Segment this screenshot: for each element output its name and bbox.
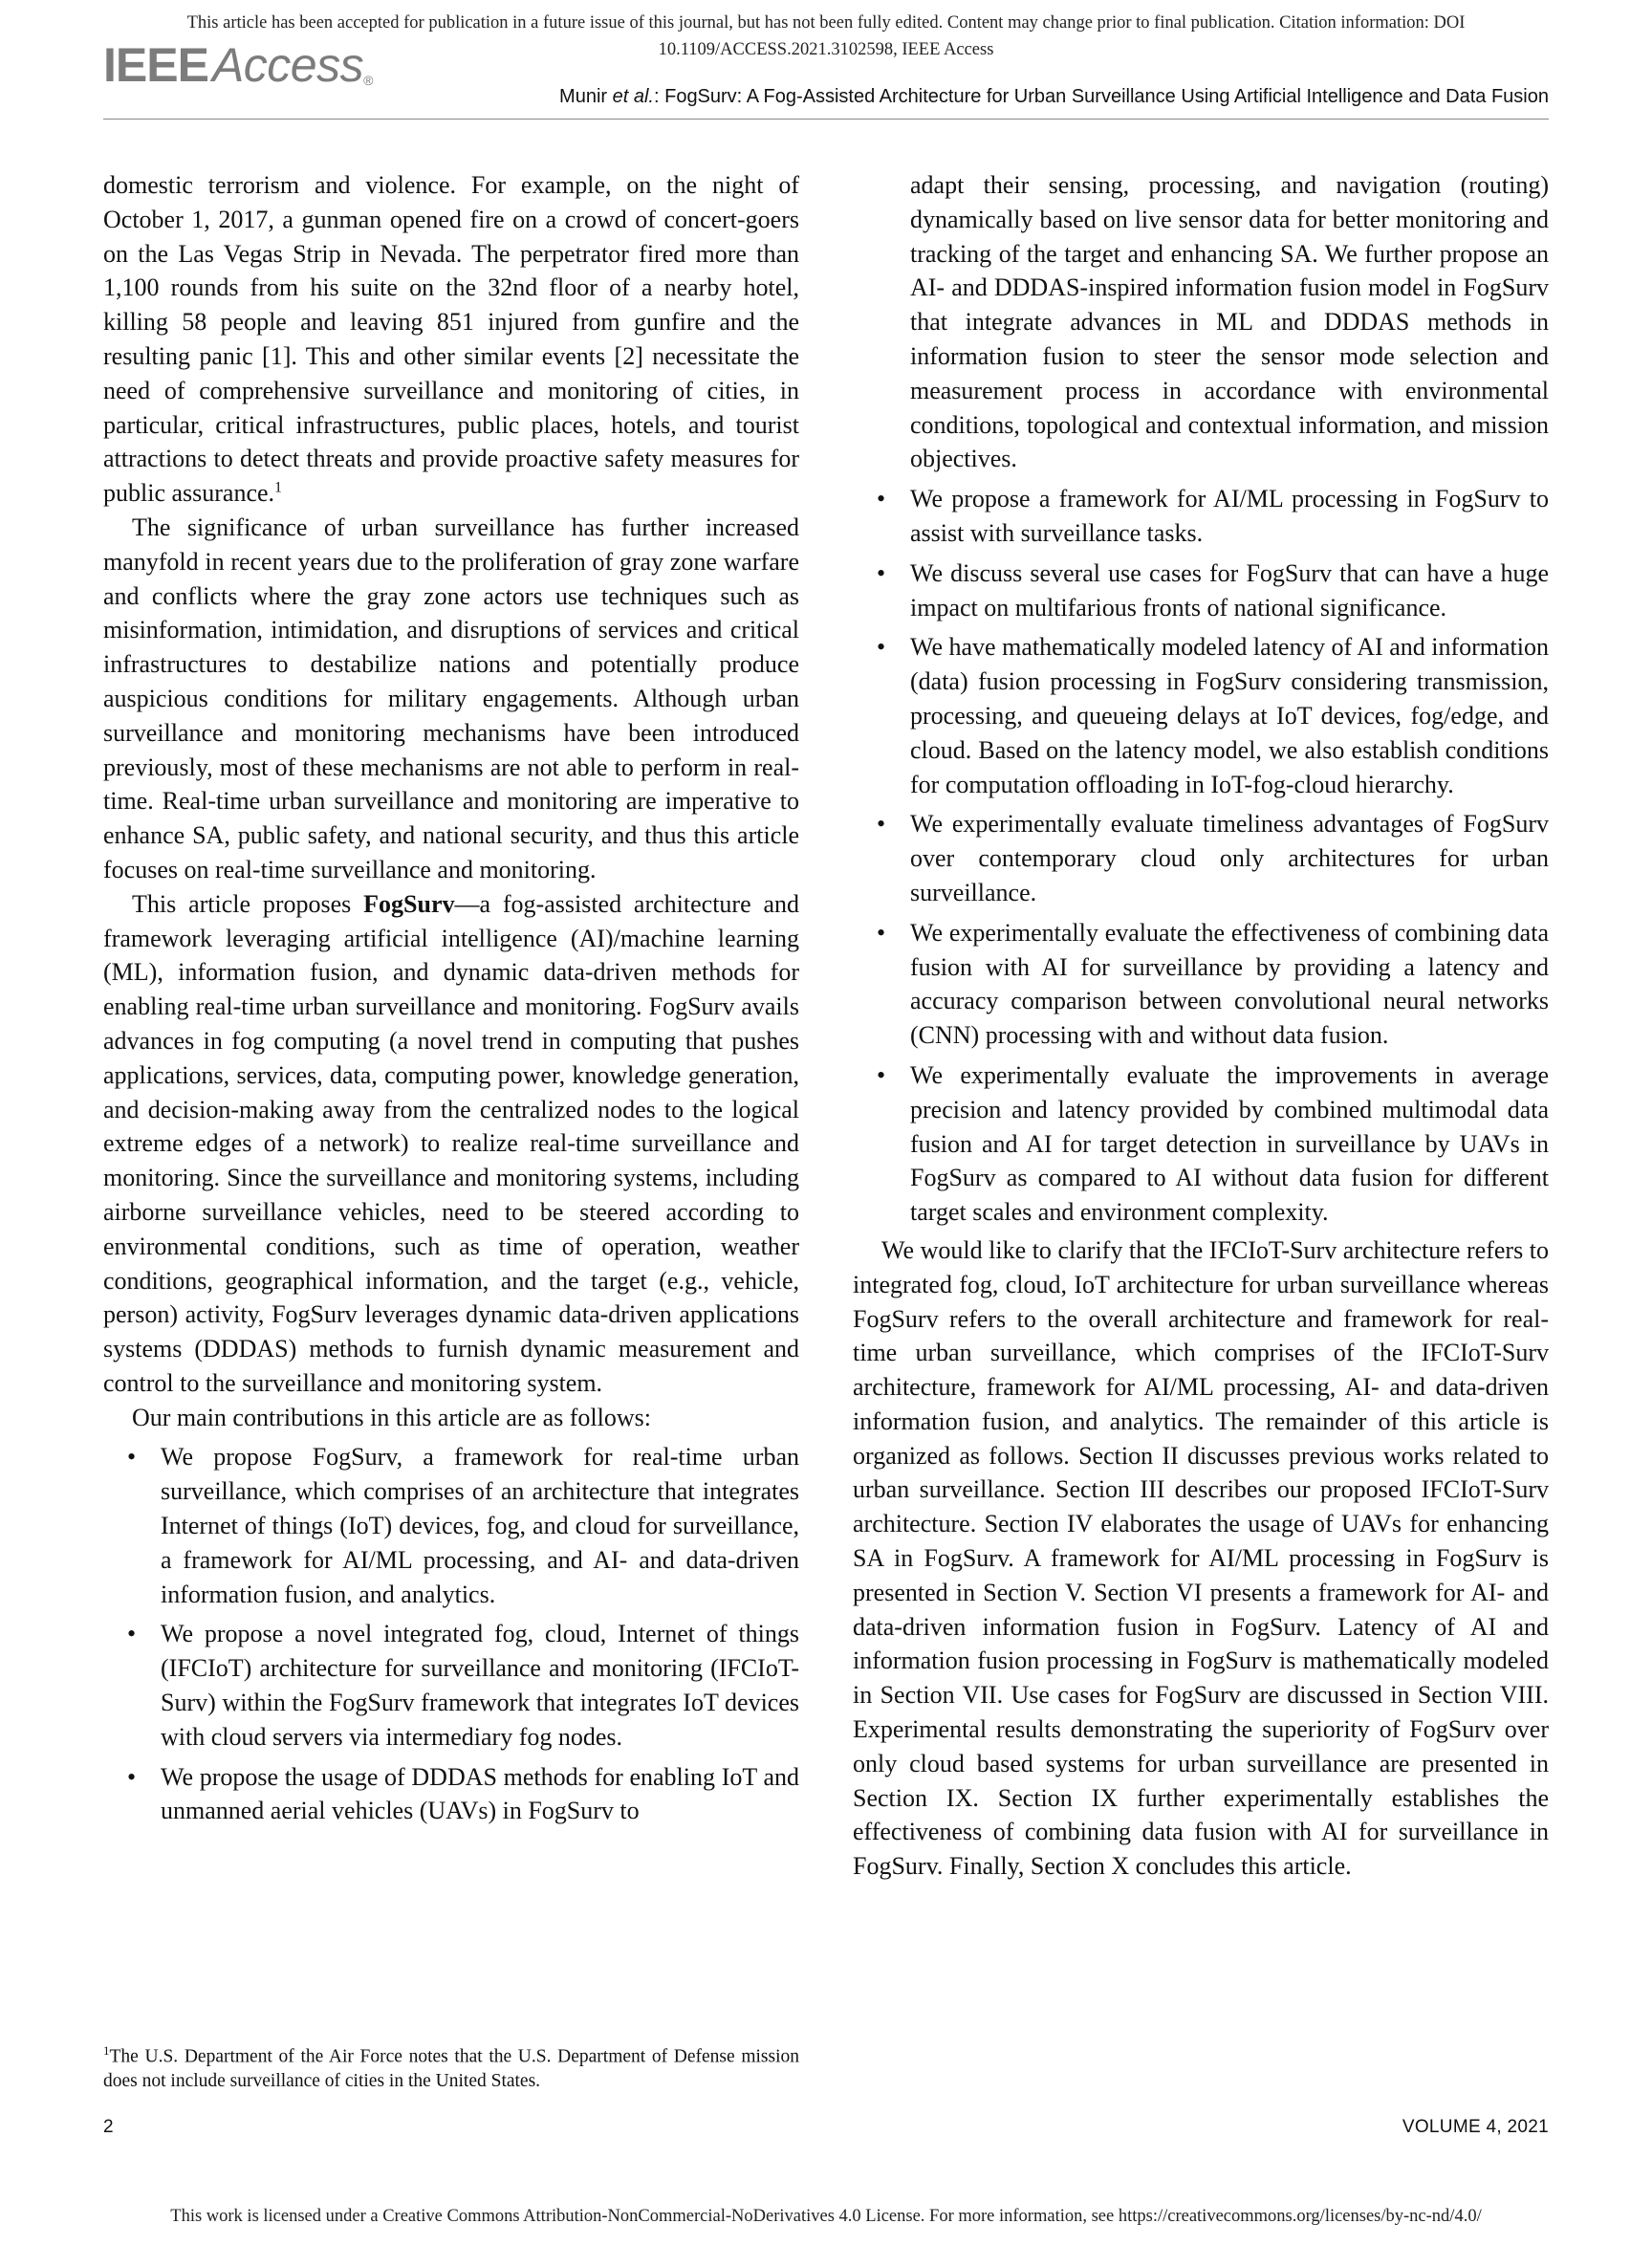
paragraph-las-vegas	[103, 168, 799, 511]
list-item	[103, 1760, 799, 1829]
volume-label: VOLUME 4, 2021	[1402, 2117, 1549, 2137]
bullet-icon: •	[127, 1620, 137, 1648]
bullet-icon: •	[127, 1443, 137, 1472]
contributions-list-left	[103, 1440, 799, 1828]
header-rule	[103, 119, 1549, 120]
page-number: 2	[103, 2117, 114, 2137]
bullet-icon: •	[877, 485, 886, 513]
list-item-text: We experimentally evaluate the effectiveness of combining data fusion with AI for surveillance by providing a latency and accuracy comparison between convolutional neural networks (CNN) processing with and without data fusion.	[910, 918, 1549, 1050]
paragraph-text: domestic terrorism and violence. For example, on the night of October 1, 2017, a gunman opened fire on a crowd of concert-goers on the Las Vegas Strip in Nevada. The perpetrator fired more than 1,100 rounds from his suite on the 32nd floor of a nearby hotel, killing 58 people and leaving 851 injured from gunfire and the resulting panic [1]. This and other similar events [2] necessitate the need of comprehensive surveillance and monitoring of cities, in particular, critical infrastructures, public places, hotels, and tourist attractions to detect threats and provide proactive safety measures for public assurance.	[103, 171, 799, 508]
paragraph-proposal	[103, 887, 799, 1401]
list-item-text: We propose a novel integrated fog, cloud, Internet of things (IFCIoT) architecture for surveillance and monitoring (IFCIoT-Surv) within the FogSurv framework that integrates IoT devices with cloud servers via intermediary fog nodes.	[161, 1620, 799, 1751]
right-column	[853, 168, 1549, 1884]
list-item	[103, 1617, 799, 1754]
bullet-icon: •	[877, 558, 886, 587]
list-item-text: We propose FogSurv, a framework for real-time urban surveillance, which comprises of an architecture that integrates Internet of things (IoT) devices, fog, and cloud for surveillance, a framework for AI/ML processing, and AI- and data-driven information fusion, and analytics.	[161, 1443, 799, 1608]
logo-access-text: Access	[211, 38, 364, 92]
contributions-list-right	[853, 482, 1549, 1230]
footnote-number: 1	[103, 2043, 110, 2058]
paragraph-significance: The significance of urban surveillance has further increased manyfold in recent years due to the proliferation of gray zone warfare and conflicts where the gray zone actors use techniques such as misinformation, intimidation, and disruptions of services and critical infrastructures to destabilize nations and potentially produce auspicious conditions for military engagements. Although urban surveillance and monitoring mechanisms have been introduced previously, most of these mechanisms are not able to perform in real-time. Real-time urban surveillance and monitoring are imperative to enhance SA, public safety, and national security, and thus this article focuses on real-time surveillance and monitoring.	[103, 512, 799, 883]
running-head-author: Munir	[559, 86, 613, 107]
footnote-mark[interactable]: 1	[274, 479, 283, 496]
list-item	[103, 1440, 799, 1611]
bullet-icon: •	[877, 918, 886, 947]
footnote	[103, 2039, 799, 2093]
list-item-text: We have mathematically modeled latency of AI and information (data) fusion processing in FogSurv considering transmission, processing, and queueing delays at IoT devices, fog/edge, and cloud. Based on the latency model, we also establish conditions for computation offloading in IoT-fog-cloud hierarchy.	[910, 633, 1549, 798]
list-item-text: We propose a framework for AI/ML processing in FogSurv to assist with surveillance tasks.	[910, 485, 1549, 547]
bullet-icon: •	[877, 1060, 886, 1089]
list-item	[853, 1058, 1549, 1230]
running-head	[559, 84, 1549, 109]
license-notice: This work is licensed under a Creative Commons Attribution-NonCommercial-NoDerivatives 4.0 License. For more information, see https://creativecommons.org/licenses/by-nc-nd/4.0/	[170, 2207, 1482, 2226]
list-item	[853, 807, 1549, 909]
list-item	[853, 482, 1549, 551]
paragraph-contributions-intro: Our main contributions in this article are as follows:	[132, 1403, 651, 1431]
list-item-text: We discuss several use cases for FogSurv that can have a huge impact on multifarious fronts of national significance.	[910, 558, 1549, 621]
bullet-icon: •	[877, 810, 886, 839]
left-column	[103, 168, 799, 1828]
bullet-icon: •	[127, 1762, 137, 1791]
list-item	[853, 916, 1549, 1053]
paragraph-organization: We would like to clarify that the IFCIoT-Surv architecture refers to integrated fog, cloud, IoT architecture for urban surveillance whereas FogSurv refers to the overall architecture and framework for real-time urban surveillance, which comprises of the IFCIoT-Surv architecture, framework for AI/ML processing, AI- and data-driven information fusion, and analytics. The remainder of this article is organized as follows. Section II discusses previous works related to urban surveillance. Section III describes our proposed IFCIoT-Surv architecture. Section IV elaborates the usage of UAVs for enhancing SA in FogSurv. A framework for AI/ML processing in FogSurv is presented in Section V. Section VI presents a framework for AI- and data-driven information fusion in FogSurv. Latency of AI and information fusion processing in FogSurv is mathematically modeled in Section VII. Use cases for FogSurv are discussed in Section VIII. Experimental results demonstrating the superiority of FogSurv over only cloud based systems for urban surveillance are presented in Section IX. Section IX further experimentally establishes the effectiveness of combining data fusion with AI for surveillance in FogSurv. Finally, Section X concludes this article.	[853, 1235, 1549, 1881]
list-item-text: We experimentally evaluate timeliness advantages of FogSurv over contemporary cloud only architectures for urban surveillance.	[910, 810, 1549, 906]
notice-line-2: 10.1109/ACCESS.2021.3102598, IEEE Access	[658, 40, 994, 59]
bullet-icon: •	[877, 633, 886, 662]
logo-ieee-text: IEEE	[103, 38, 208, 92]
running-head-etal: et al.	[612, 86, 654, 107]
list-item-text: We propose the usage of DDDAS methods for enabling IoT and unmanned aerial vehicles (UAVs) in FogSurv to	[161, 1762, 799, 1825]
paragraph-text: —a fog-assisted architecture and framework leveraging artificial intelligence (AI)/machine learning (ML), information fusion, and dynamic data-driven methods for enabling real-time urban surveillance and monitoring. FogSurv avails advances in fog computing (a novel trend in computing that pushes applications, services, data, computing power, knowledge generation, and decision-making away from the centralized nodes to the logical extreme edges of a network) to realize real-time surveillance and monitoring. Since the surveillance and monitoring systems, including airborne surveillance vehicles, need to be steered according to environmental conditions, such as time of operation, weather conditions, geographical information, and the target (e.g., vehicle, person) activity, FogSurv leverages dynamic data-driven applications systems (DDDAS) methods to furnish dynamic measurement and control to the surveillance and monitoring system.	[103, 889, 800, 1397]
ieee-access-logo	[103, 38, 373, 92]
list-item	[853, 630, 1549, 801]
fogsurv-bold-term: FogSurv	[363, 889, 455, 918]
running-head-title: : FogSurv: A Fog-Assisted Architecture for Urban Surveillance Using Artificial Intelligence and Data Fusion	[653, 86, 1549, 107]
list-item	[853, 556, 1549, 625]
list-item-text: We experimentally evaluate the improvements in average precision and latency provided by combined multimodal data fusion and AI for target detection in surveillance by UAVs in FogSurv as compared to AI without data fusion for different target scales and environment complexity.	[910, 1060, 1549, 1227]
paragraph-text: This article proposes	[132, 889, 364, 918]
list-item-continuation: adapt their sensing, processing, and navigation (routing) dynamically based on live sensor data for better monitoring and tracking of the target and enhancing SA. We further propose an AI- and DDDAS-inspired information fusion model in FogSurv that integrate advances in ML and DDDAS methods in information fusion to steer the sensor mode selection and measurement process in accordance with environmental conditions, topological and contextual information, and mission objectives.	[910, 171, 1549, 473]
notice-line-1: This article has been accepted for publication in a future issue of this journal, but has not been fully edited. Content may change prior to final publication. Citation information: DOI	[186, 13, 1466, 33]
logo-registered-mark: ®	[363, 73, 373, 88]
footnote-text: The U.S. Department of the Air Force notes that the U.S. Department of Defense mission does not include surveillance of cities in the United States.	[103, 2046, 799, 2091]
